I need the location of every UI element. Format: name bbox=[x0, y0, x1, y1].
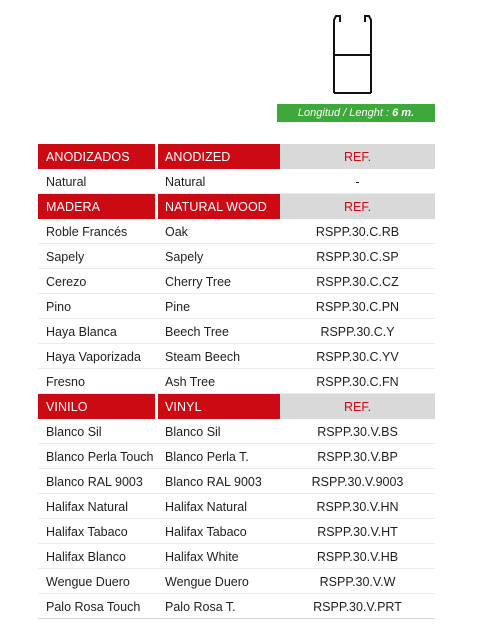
section-header-ref: REF. bbox=[280, 144, 435, 169]
length-label bbox=[277, 104, 435, 122]
finish-name-es: Haya Vaporizada bbox=[46, 349, 141, 364]
section-header-en: NATURAL WOOD bbox=[158, 194, 280, 219]
finish-reference: RSPP.30.C.PN bbox=[315, 299, 400, 314]
finish-reference: RSPP.30.C.FN bbox=[316, 374, 399, 389]
finish-name-es: Pino bbox=[46, 299, 72, 314]
finish-name-en: Halifax Tabaco bbox=[165, 524, 247, 539]
finish-name-en: Steam Beech bbox=[165, 349, 241, 364]
finish-reference: RSPP.30.C.RB bbox=[315, 224, 400, 239]
finish-reference: RSPP.30.V.PRT bbox=[313, 599, 402, 614]
length-value: 6 m. bbox=[392, 107, 415, 119]
length-text: Longitud / Lenght : bbox=[297, 107, 390, 119]
finish-name-es: Cerezo bbox=[46, 274, 87, 289]
finish-name-en: Sapely bbox=[165, 249, 204, 264]
finish-name-es: Halifax Natural bbox=[46, 499, 128, 514]
finish-reference: RSPP.30.V.HN bbox=[316, 499, 399, 514]
section-header bbox=[38, 144, 435, 169]
finish-reference: - bbox=[355, 174, 360, 189]
finish-reference: RSPP.30.C.CZ bbox=[316, 274, 399, 289]
table-row bbox=[38, 519, 435, 544]
section-header-en: ANODIZED bbox=[158, 144, 280, 169]
finish-name-en: Beech Tree bbox=[165, 324, 229, 339]
finish-name-es: Blanco Perla Touch bbox=[46, 449, 154, 464]
table-row bbox=[38, 569, 435, 594]
finish-name-es: Blanco Sil bbox=[46, 424, 102, 439]
finish-name-es: Haya Blanca bbox=[46, 324, 117, 339]
profile-section-drawing bbox=[325, 10, 385, 96]
table-row bbox=[38, 369, 435, 394]
finish-reference: RSPP.30.V.9003 bbox=[311, 474, 404, 489]
section-header-es: VINILO bbox=[38, 394, 155, 419]
finish-name-es: Palo Rosa Touch bbox=[46, 599, 141, 614]
table-row bbox=[38, 444, 435, 469]
finish-reference: RSPP.30.C.YV bbox=[316, 349, 399, 364]
finish-name-en: Blanco Sil bbox=[165, 424, 221, 439]
finish-name-es: Roble Francés bbox=[46, 224, 128, 239]
finish-reference: RSPP.30.C.SP bbox=[316, 249, 399, 264]
table-row bbox=[38, 469, 435, 494]
table-row bbox=[38, 544, 435, 569]
finish-reference: RSPP.30.V.BP bbox=[317, 449, 398, 464]
section-header-ref: REF. bbox=[280, 394, 435, 419]
finish-name-en: Blanco RAL 9003 bbox=[165, 474, 262, 489]
table-row bbox=[38, 419, 435, 444]
table-row bbox=[38, 494, 435, 519]
finish-reference: RSPP.30.V.BS bbox=[317, 424, 398, 439]
section-header-es: MADERA bbox=[38, 194, 155, 219]
finish-name-en: Ash Tree bbox=[165, 374, 216, 389]
finish-name-en: Oak bbox=[165, 224, 188, 239]
finish-name-en: Cherry Tree bbox=[165, 274, 231, 289]
table-row bbox=[38, 319, 435, 344]
finish-name-en: Natural bbox=[165, 174, 206, 189]
finish-name-es: Fresno bbox=[46, 374, 85, 389]
table-row bbox=[38, 269, 435, 294]
table-row bbox=[38, 244, 435, 269]
finish-name-es: Halifax Blanco bbox=[46, 549, 126, 564]
section-header bbox=[38, 394, 435, 419]
finish-name-en: Palo Rosa T. bbox=[165, 599, 236, 614]
section-header-ref: REF. bbox=[280, 194, 435, 219]
finish-name-es: Halifax Tabaco bbox=[46, 524, 128, 539]
finish-name-es: Natural bbox=[46, 174, 87, 189]
finish-reference-table bbox=[38, 144, 435, 619]
finish-name-es: Wengue Duero bbox=[46, 574, 130, 589]
finish-name-es: Sapely bbox=[46, 249, 85, 264]
section-header bbox=[38, 194, 435, 219]
finish-name-es: Blanco RAL 9003 bbox=[46, 474, 143, 489]
table-row bbox=[38, 344, 435, 369]
finish-reference: RSPP.30.V.W bbox=[319, 574, 396, 589]
finish-name-en: Pine bbox=[165, 299, 191, 314]
table-row bbox=[38, 294, 435, 319]
finish-name-en: Halifax Natural bbox=[165, 499, 247, 514]
finish-name-en: Blanco Perla T. bbox=[165, 449, 249, 464]
finish-reference: RSPP.30.V.HT bbox=[317, 524, 398, 539]
table-row bbox=[38, 594, 435, 619]
table-row bbox=[38, 169, 435, 194]
finish-name-en: Halifax White bbox=[165, 549, 239, 564]
finish-reference: RSPP.30.V.HB bbox=[316, 549, 399, 564]
section-header-en: VINYL bbox=[158, 394, 280, 419]
finish-name-en: Wengue Duero bbox=[165, 574, 249, 589]
table-row bbox=[38, 219, 435, 244]
finish-reference: RSPP.30.C.Y bbox=[320, 324, 395, 339]
section-header-es: ANODIZADOS bbox=[38, 144, 155, 169]
